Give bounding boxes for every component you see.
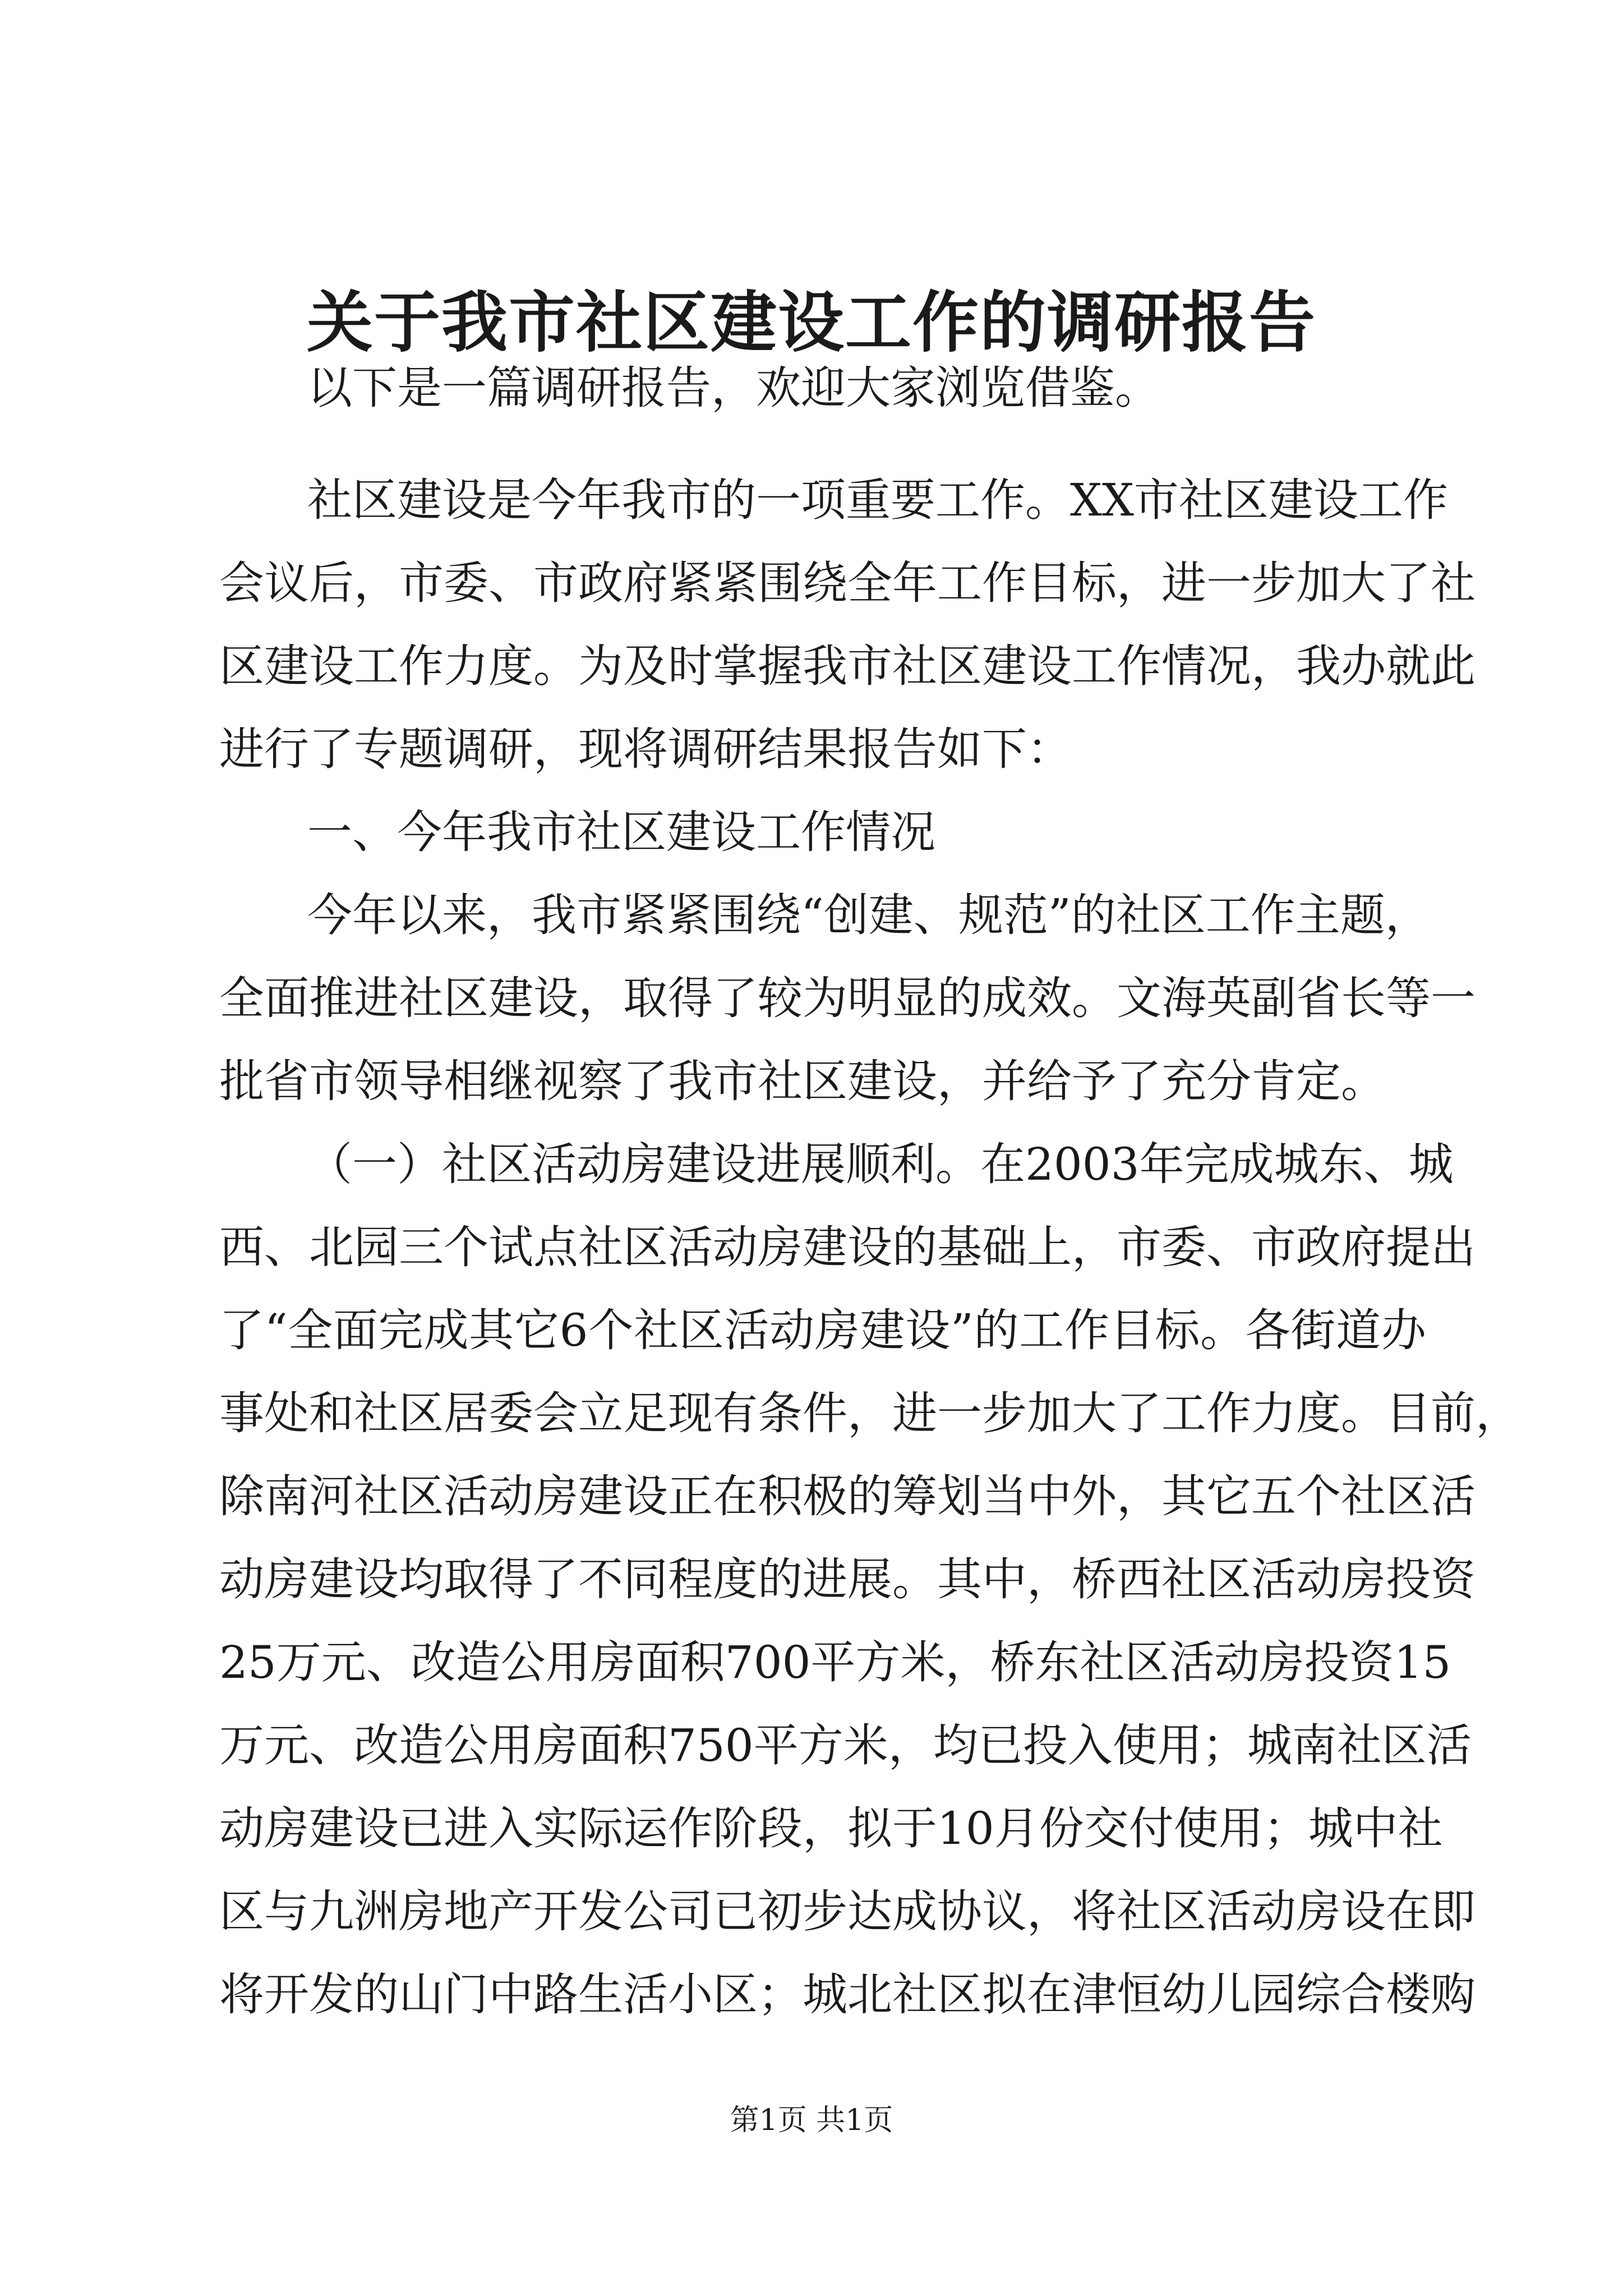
paragraph-line: 万元、改造公用房面积750平方米，均已投入使用；城南社区活 <box>219 1719 1472 1772</box>
paragraph-line: 区与九洲房地产开发公司已初步达成协议，将社区活动房设在即 <box>219 1885 1476 1938</box>
paragraph-line: 除南河社区活动房建设正在积极的筹划当中外，其它五个社区活 <box>219 1470 1476 1522</box>
section-heading: 一、今年我市社区建设工作情况 <box>307 806 935 858</box>
document-title: 关于我市社区建设工作的调研报告 <box>306 283 1316 361</box>
paragraph-line: 进行了专题调研，现将调研结果报告如下： <box>219 723 1072 775</box>
paragraph-line: 今年以来，我市紧紧围绕“创建、规范”的社区工作主题， <box>307 889 1430 941</box>
paragraph-line: 西、北园三个试点社区活动房建设的基础上，市委、市政府提出 <box>219 1221 1476 1273</box>
paragraph-line: 以下是一篇调研报告，欢迎大家浏览借鉴。 <box>307 362 1160 414</box>
paragraph-line: 全面推进社区建设，取得了较为明显的成效。文海英副省长等一 <box>219 972 1476 1024</box>
paragraph-line: 社区建设是今年我市的一项重要工作。XX市社区建设工作 <box>307 474 1448 526</box>
paragraph-line: 批省市领导相继视察了我市社区建设，并给予了充分肯定。 <box>219 1055 1386 1107</box>
paragraph-line: 了“全面完成其它6个社区活动房建设”的工作目标。各街道办 <box>219 1304 1426 1356</box>
paragraph-line: （一）社区活动房建设进展顺利。在2003年完成城东、城 <box>307 1138 1454 1190</box>
paragraph-line: 25万元、改造公用房面积700平方米，桥东社区活动房投资15 <box>219 1636 1451 1688</box>
paragraph-line: 事处和社区居委会立足现有条件，进一步加大了工作力度。目前， <box>219 1387 1520 1439</box>
paragraph-line: 动房建设已进入实际运作阶段，拟于10月份交付使用；城中社 <box>219 1802 1443 1855</box>
paragraph-line: 将开发的山门中路生活小区；城北社区拟在津恒幼儿园综合楼购 <box>219 1968 1476 2021</box>
paragraph-line: 区建设工作力度。为及时掌握我市社区建设工作情况，我办就此 <box>219 640 1476 692</box>
paragraph-line: 动房建设均取得了不同程度的进展。其中，桥西社区活动房投资 <box>219 1553 1476 1605</box>
page-footer: 第1页 共1页 <box>730 2104 893 2137</box>
paragraph-line: 会议后，市委、市政府紧紧围绕全年工作目标，进一步加大了社 <box>219 557 1476 609</box>
